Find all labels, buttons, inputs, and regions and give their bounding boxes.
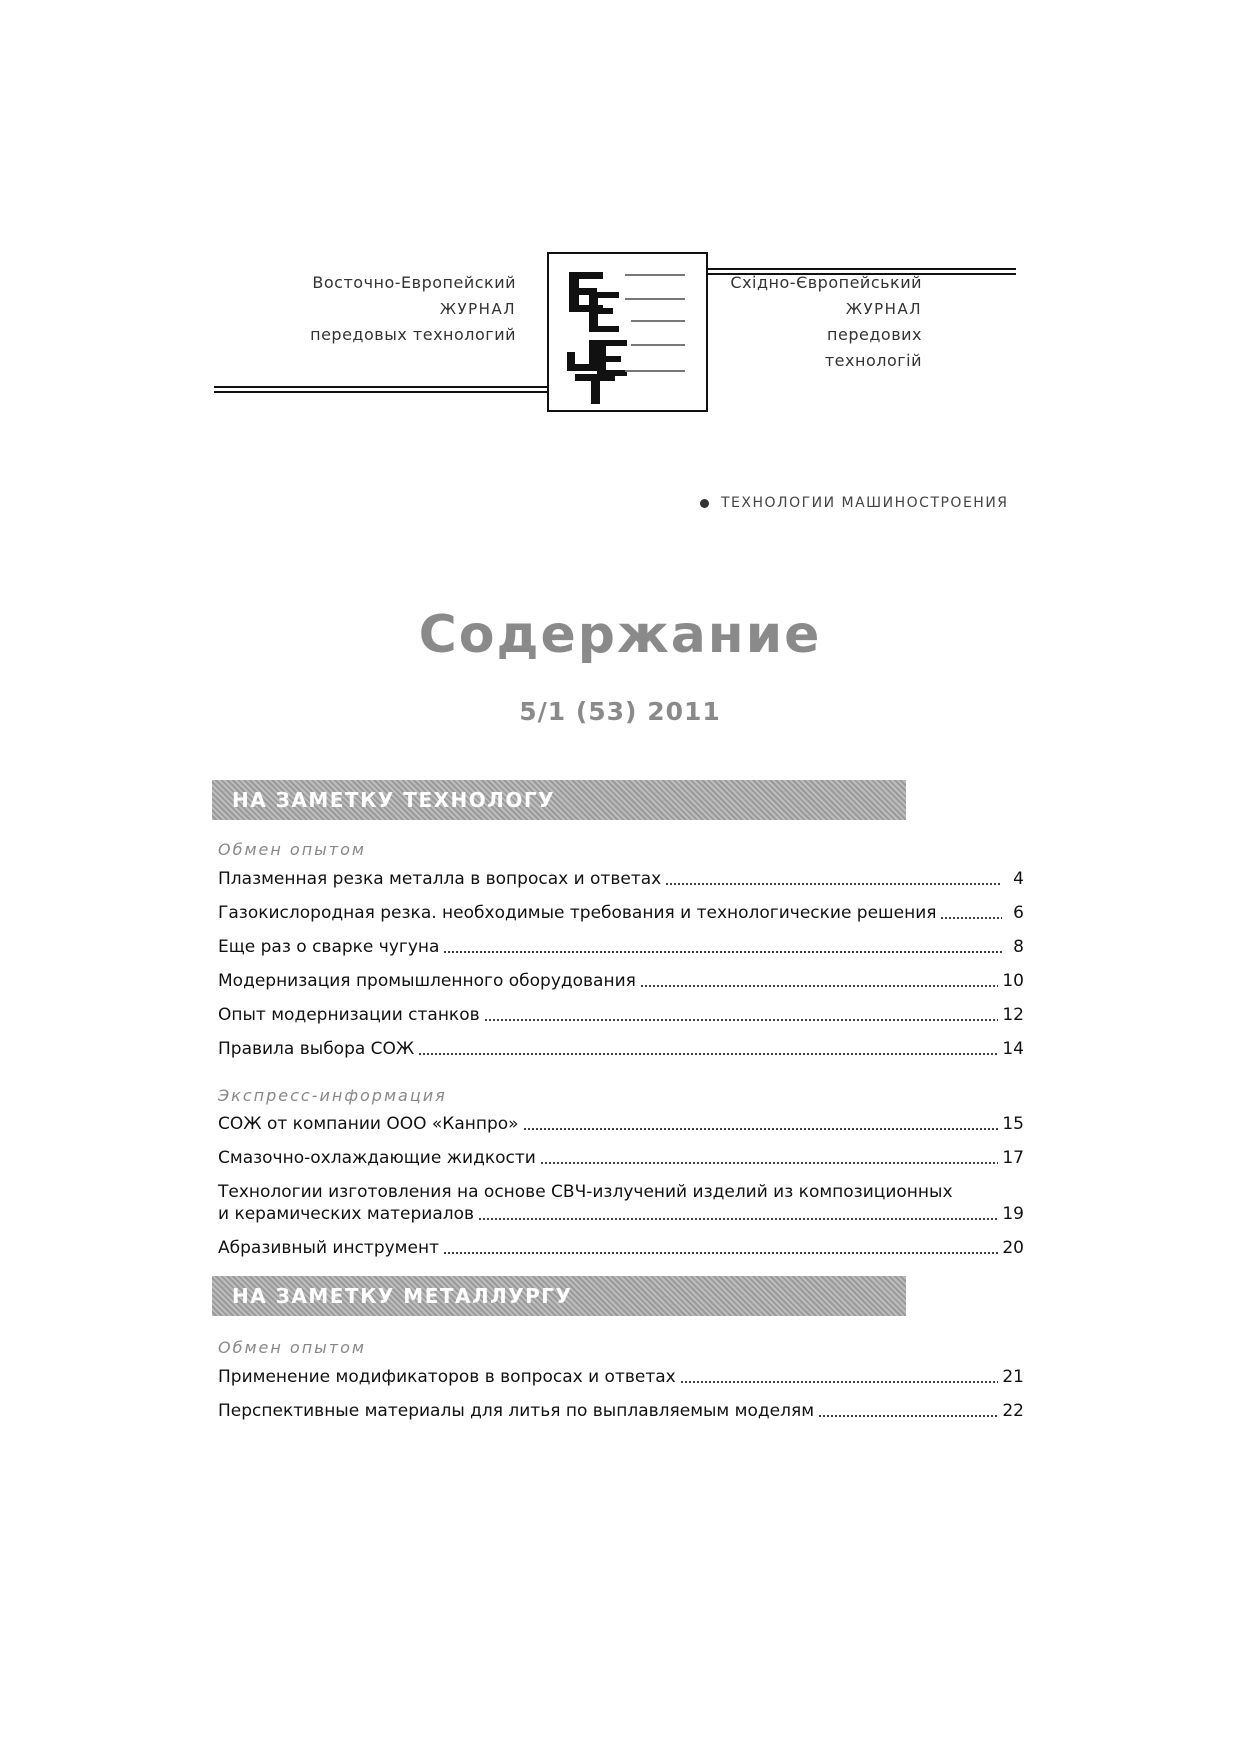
leader-dots: [640, 985, 998, 987]
toc-entry-page: 6: [1013, 903, 1024, 923]
bullet-icon: [700, 499, 709, 508]
leader-dots: [418, 1053, 998, 1055]
toc-entry[interactable]: [218, 1366, 1024, 1388]
section-tag-label: ТЕХНОЛОГИИ МАШИНОСТРОЕНИЯ: [721, 495, 1009, 511]
toc-entry-page: 19: [1002, 1204, 1024, 1224]
toc-entry-title: Модернизация промышленного оборудования: [218, 971, 636, 991]
toc-entry-page: 4: [1013, 869, 1024, 889]
leader-dots: [680, 1381, 999, 1383]
toc-entry-page: 15: [1002, 1114, 1024, 1134]
eejet-logo-icon: [549, 254, 706, 410]
toc-entry[interactable]: [218, 1400, 1024, 1422]
journal-name-ua-line-1: Східно-Європейський: [730, 273, 922, 292]
leader-dots: [443, 1252, 998, 1254]
leader-dots: [940, 917, 1002, 919]
subheading-express-info: Экспресс-информация: [218, 1086, 447, 1105]
journal-name-ru-line-2: ЖУРНАЛ: [439, 300, 516, 318]
issue-number: 5/1 (53) 2011: [519, 697, 721, 726]
toc-entry-title: Применение модификаторов в вопросах и ответах: [218, 1367, 676, 1387]
toc-entry-page: 12: [1002, 1005, 1024, 1025]
toc-entry[interactable]: [218, 1038, 1024, 1060]
toc-entry-title: Правила выбора СОЖ: [218, 1039, 415, 1059]
section-bar-metallurgist: НА ЗАМЕТКУ МЕТАЛЛУРГУ: [212, 1276, 906, 1316]
toc-entry[interactable]: [218, 1147, 1024, 1169]
toc-entry-title: Еще раз о сварке чугуна: [218, 937, 440, 957]
toc-entry-title: Плазменная резка металла в вопросах и ответах: [218, 869, 662, 889]
subheading-experience-1: Обмен опытом: [218, 840, 366, 859]
toc-entry-title-line-1: Технологии изготовления на основе СВЧ-излучений изделий из композиционных: [218, 1182, 953, 1202]
toc-entry[interactable]: [218, 1113, 1024, 1135]
toc-entry[interactable]: [218, 1237, 1024, 1259]
toc-entry-title: СОЖ от компании ООО «Канпро»: [218, 1114, 519, 1134]
toc-entry-title: Газокислородная резка. необходимые требования и технологические решения: [218, 903, 937, 923]
toc-entry-page: 14: [1002, 1039, 1024, 1059]
leader-dots: [818, 1415, 998, 1417]
toc-entry-title: и керамических материалов: [218, 1204, 475, 1224]
toc-entry-title: Смазочно-охлаждающие жидкости: [218, 1148, 536, 1168]
toc-entry[interactable]: [218, 936, 1024, 958]
leader-dots: [665, 883, 1002, 885]
journal-name-russian: [214, 270, 516, 348]
journal-name-ru-line-3: передовых технологий: [310, 325, 516, 344]
toc-entry-page: 21: [1002, 1367, 1024, 1387]
toc-entry[interactable]: [218, 1004, 1024, 1026]
toc-entry-title: Перспективные материалы для литья по выплавляемым моделям: [218, 1401, 815, 1421]
leader-dots: [478, 1218, 998, 1220]
journal-name-ru-line-1: Восточно-Европейский: [312, 273, 516, 292]
toc-entry-page: 17: [1002, 1148, 1024, 1168]
toc-entry[interactable]: [218, 970, 1024, 992]
toc-entry-page: 22: [1002, 1401, 1024, 1421]
toc-entry-page: 10: [1002, 971, 1024, 991]
toc-entry[interactable]: [218, 902, 1024, 924]
header-rule-left-1: [214, 386, 547, 388]
journal-name-ua-line-2: ЖУРНАЛ: [845, 300, 922, 318]
toc-entry-title: Опыт модернизации станков: [218, 1005, 480, 1025]
toc-entry-page: 20: [1002, 1238, 1024, 1258]
toc-entry-page: 8: [1013, 937, 1024, 957]
journal-logo: [547, 252, 708, 412]
journal-name-ukrainian: [728, 270, 922, 374]
journal-name-ua-line-3: передових технологій: [824, 325, 922, 370]
toc-entry[interactable]: [218, 868, 1024, 890]
journal-section-tag: [700, 495, 1022, 511]
leader-dots: [540, 1162, 999, 1164]
leader-dots: [484, 1019, 999, 1021]
header-rule-left-2: [214, 391, 547, 393]
subheading-experience-2: Обмен опытом: [218, 1338, 366, 1357]
toc-entry-title: Абразивный инструмент: [218, 1238, 439, 1258]
toc-entry[interactable]: [218, 1181, 1024, 1225]
leader-dots: [523, 1128, 999, 1130]
leader-dots: [443, 951, 1002, 953]
section-bar-technologist: НА ЗАМЕТКУ ТЕХНОЛОГУ: [212, 780, 906, 820]
page-title: Содержание: [418, 605, 822, 665]
